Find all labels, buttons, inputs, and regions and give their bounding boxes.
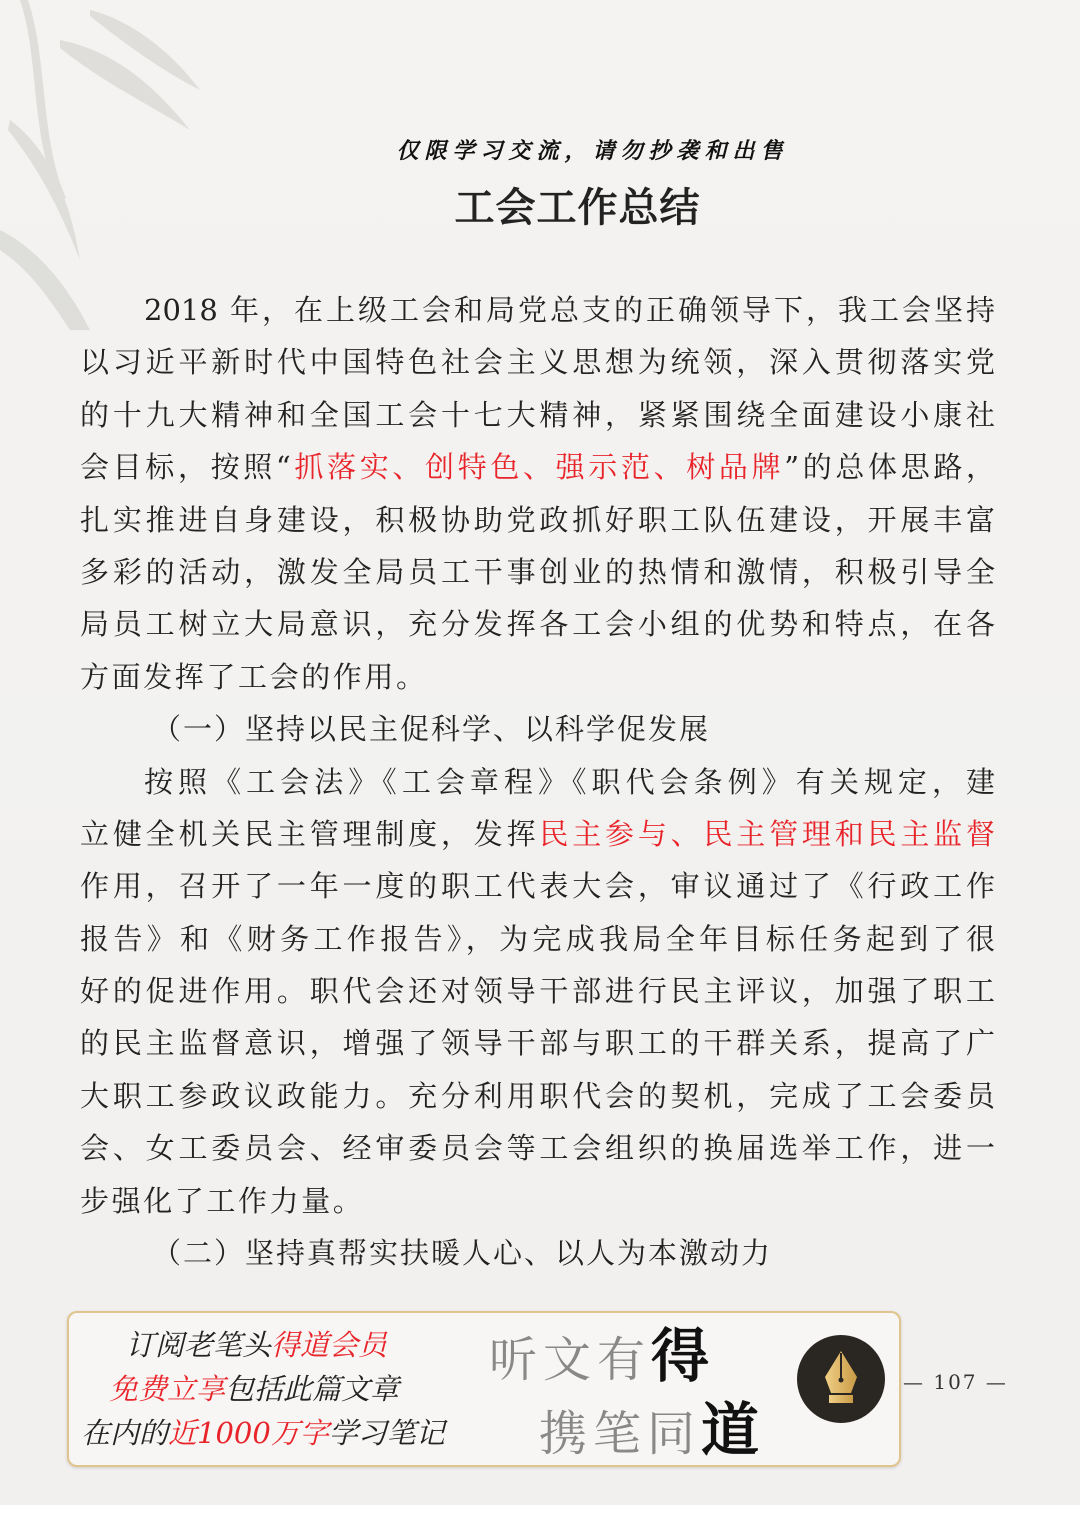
- text-segment: 方面发挥了工会的作用。: [80, 659, 428, 694]
- text-line: [80, 756, 995, 808]
- text-segment: 作用，召开了一年一度的职工代表大会，审议通过了《行政工作: [80, 869, 995, 904]
- text-segment: 好的促进作用。职代会还对领导干部进行民主评议，加强了职工: [80, 974, 995, 1009]
- text-line: [80, 651, 995, 703]
- section-heading: [80, 1227, 995, 1279]
- section-heading: [80, 703, 995, 755]
- text-line: [80, 1122, 995, 1174]
- title-text: 工会工作总结: [454, 185, 701, 231]
- text-line: [80, 913, 995, 965]
- text-segment: 立健全机关民主管理制度，发挥: [80, 816, 540, 851]
- banner-text-3b: 近1000万字: [168, 1416, 329, 1450]
- text-segment: 的民主监督意识，增强了领导干部与职工的干群关系，提高了广: [80, 1026, 995, 1061]
- text-segment: 报告》和《财务工作报告》，为完成我局全年目标任务起到了很: [80, 921, 995, 956]
- text-segment: 2018 年，在上级工会和局党总支的正确领导下，我工会坚持: [144, 293, 995, 327]
- banner-text-3c: 学习笔记: [328, 1416, 445, 1450]
- text-line: [80, 441, 995, 493]
- text-segment: 多彩的活动，激发全局员工干事创业的热情和激情，积极引导全: [80, 554, 995, 589]
- text-line: [80, 389, 995, 441]
- banner-text-1a: 订阅老笔头: [126, 1328, 272, 1362]
- text-line: [80, 1017, 995, 1069]
- text-segment: 会目标，按照“: [80, 450, 291, 485]
- text-segment: （二）坚持真帮实扶暖人心、以人为本激动力: [152, 1236, 773, 1271]
- text-segment: 的十九大精神和全国工会十七大精神，紧紧围绕全面建设小康社: [80, 397, 995, 432]
- text-segment: 按照《工会法》《工会章程》《职代会条例》有关规定，建: [144, 764, 995, 799]
- highlighted-text: 民主参与、民主管理和民主监督: [539, 816, 995, 851]
- bamboo-decoration-icon: [0, 0, 260, 330]
- text-segment: 会、女工委员会、经审委员会等工会组织的换届选举工作，进一: [80, 1131, 995, 1166]
- banner-text-2a: 免费立享: [109, 1372, 226, 1406]
- page-title: [0, 176, 1080, 233]
- slogan-1-dark: 得: [651, 1322, 716, 1390]
- promo-banner[interactable]: [67, 1311, 901, 1467]
- banner-text: [81, 1323, 501, 1455]
- banner-slogan: [489, 1321, 765, 1469]
- text-segment: 步强化了工作力量。: [80, 1183, 365, 1218]
- text-segment: （一）坚持以民主促科学、以科学促发展: [152, 712, 711, 747]
- highlighted-text: 抓落实、创特色、强示范、树品牌: [290, 450, 785, 485]
- page-number: — 107 —: [903, 1370, 1008, 1394]
- banner-text-1b: 得道会员: [271, 1328, 388, 1362]
- notice-text: 仅限学习交流，请勿抄袭和出售: [396, 138, 789, 164]
- slogan-1-gray: 听文有: [489, 1332, 652, 1388]
- text-line: [80, 598, 995, 650]
- text-segment: 扎实推进自身建设，积极协助党政抓好职工队伍建设，开展丰富: [80, 502, 995, 537]
- page-footer-strip: [0, 1505, 1080, 1528]
- text-segment: ”的总体思路，: [784, 450, 996, 485]
- text-segment: 局员工树立大局意识，充分发挥各工会小组的优势和特点，在各: [80, 607, 995, 642]
- banner-line-2: [81, 1367, 501, 1411]
- slogan-2-gray: 携笔同: [539, 1406, 702, 1462]
- slogan-line-2: [489, 1395, 765, 1469]
- document-body: [80, 284, 995, 1279]
- text-line: [80, 494, 995, 546]
- text-line: [80, 965, 995, 1017]
- banner-text-3a: 在内的: [81, 1416, 169, 1450]
- text-line: [80, 284, 995, 336]
- text-line: [80, 1175, 995, 1227]
- slogan-2-dark: 道: [701, 1396, 766, 1464]
- fountain-pen-nib-icon: [797, 1335, 885, 1423]
- text-segment: 以习近平新时代中国特色社会主义思想为统领，深入贯彻落实党: [80, 345, 995, 380]
- text-line: [80, 546, 995, 598]
- text-line: [80, 1070, 995, 1122]
- banner-line-3: [81, 1411, 501, 1455]
- banner-text-2b: 包括此篇文章: [225, 1372, 400, 1406]
- copyright-notice: [0, 134, 1080, 165]
- text-line: [80, 808, 995, 860]
- text-line: [80, 860, 995, 912]
- banner-line-1: [81, 1323, 501, 1367]
- slogan-line-1: [489, 1321, 765, 1395]
- text-segment: 大职工参政议政能力。充分利用职代会的契机，完成了工会委员: [80, 1078, 995, 1113]
- text-line: [80, 336, 995, 388]
